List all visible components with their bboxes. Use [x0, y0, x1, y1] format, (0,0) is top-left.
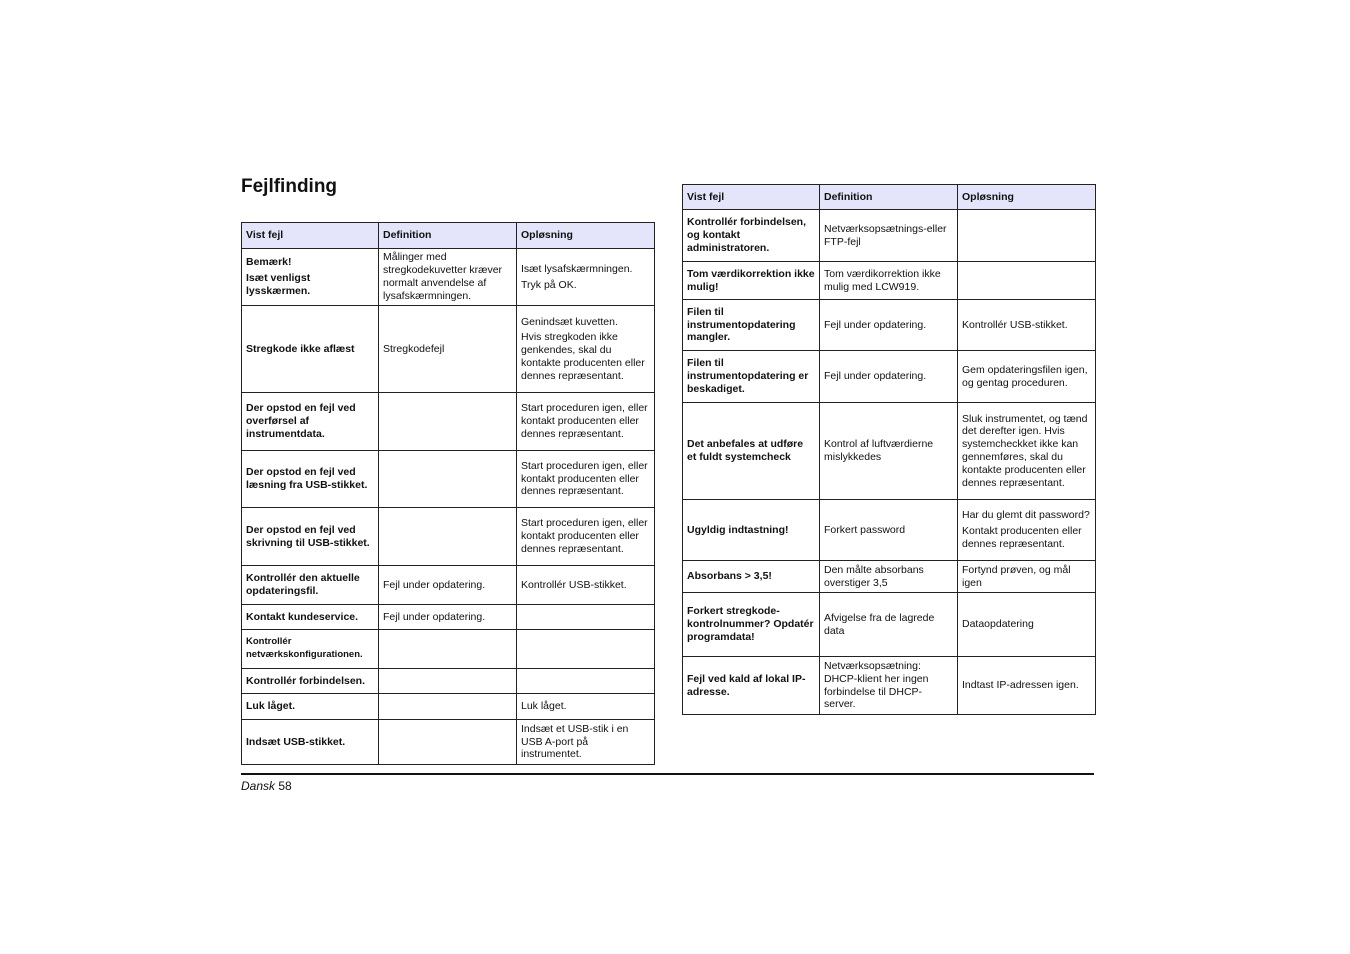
solution-cell — [958, 593, 1096, 657]
cell-text: Fejl under opdatering. — [383, 610, 486, 623]
cell-text: Stregkodefejl — [383, 342, 445, 355]
table-row — [683, 300, 1096, 351]
cell-text: Bemærk! — [246, 256, 292, 269]
definition-cell — [379, 605, 517, 630]
cell-text: Tom værdikorrektion ikke mulig med LCW919. — [824, 267, 941, 293]
error-cell — [683, 403, 820, 500]
error-cell — [683, 657, 820, 715]
column-header-definition: Definition — [379, 223, 517, 249]
table-row — [242, 630, 655, 669]
definition-cell — [379, 694, 517, 720]
error-cell — [683, 300, 820, 351]
troubleshooting-table-right — [682, 184, 1096, 715]
cell-text: Tom værdikorrektion ikke mulig! — [687, 267, 815, 293]
cell-text: Indtast IP-adressen igen. — [962, 679, 1079, 692]
error-cell — [683, 500, 820, 561]
cell-text: Kontakt producenten eller dennes repræsentant. — [962, 525, 1082, 550]
cell-text: Målinger med stregkodekuvetter kræver normalt anvendelse af lysafskærmningen. — [383, 251, 503, 302]
table-row — [242, 306, 655, 393]
cell-text: Start proceduren igen, eller kontakt producenten eller dennes repræsentant. — [521, 402, 648, 440]
error-cell — [242, 451, 379, 508]
cell-text: Start proceduren igen, eller kontakt producenten eller dennes repræsentant. — [521, 459, 648, 498]
cell-text: Netværksopsætnings-eller FTP-fejl — [824, 222, 947, 248]
table-row — [242, 249, 655, 306]
table-row — [242, 720, 655, 765]
error-cell — [242, 508, 379, 566]
column-header-error: Vist fejl — [242, 223, 379, 249]
cell-text: Gem opdateringsfilen igen, og gentag proceduren. — [962, 363, 1088, 389]
solution-cell — [517, 451, 655, 508]
solution-cell — [958, 500, 1096, 561]
cell-text: Fejl under opdatering. — [383, 578, 486, 591]
cell-text: Indsæt USB-stikket. — [246, 735, 346, 748]
column-header-solution: Opløsning — [958, 185, 1096, 210]
cell-text: Hvis stregkoden ikke genkendes, skal du kontakte producenten eller dennes repræsentant. — [521, 331, 645, 382]
definition-cell — [379, 669, 517, 694]
page-footer — [241, 779, 292, 793]
table-row — [683, 561, 1096, 593]
cell-text: Forkert stregkode-kontrolnummer? Opdatér programdata! — [687, 605, 814, 643]
cell-text: Fejl under opdatering. — [824, 370, 927, 383]
error-cell — [683, 593, 820, 657]
definition-cell — [379, 451, 517, 508]
error-cell — [683, 561, 820, 593]
cell-text: Kontrollér den aktuelle opdateringsfil. — [246, 572, 360, 597]
cell-text: Netværksopsætning: DHCP-klient her ingen forbindelse til DHCP-server. — [824, 659, 929, 711]
solution-cell — [958, 262, 1096, 300]
cell-text: Luk låget. — [521, 700, 567, 713]
cell-text: Isæt venligst lysskærmen. — [246, 272, 311, 297]
definition-cell — [820, 262, 958, 300]
column-header-solution: Opløsning — [517, 223, 655, 249]
cell-text: Absorbans > 3,5! — [687, 570, 772, 583]
solution-cell — [958, 561, 1096, 593]
table-row — [683, 657, 1096, 715]
table-row — [683, 500, 1096, 561]
column-header-definition: Definition — [820, 185, 958, 210]
cell-text: Det anbefales at udføre et fuldt systemcheck — [687, 438, 804, 463]
cell-text: Kontrollér forbindelsen, og kontakt administratoren. — [687, 216, 807, 254]
error-cell — [683, 351, 820, 403]
table-row — [242, 393, 655, 451]
solution-cell — [517, 566, 655, 605]
definition-cell — [820, 300, 958, 351]
error-cell — [683, 262, 820, 300]
table-row — [242, 451, 655, 508]
cell-text: Kontrollér forbindelsen. — [246, 674, 366, 687]
definition-cell — [820, 657, 958, 715]
error-cell — [242, 393, 379, 451]
definition-cell — [820, 210, 958, 262]
solution-cell — [517, 669, 655, 694]
definition-cell — [379, 508, 517, 566]
error-cell — [242, 720, 379, 765]
table-row — [683, 403, 1096, 500]
footer-page-number: 58 — [278, 779, 292, 793]
solution-cell — [517, 630, 655, 669]
solution-cell — [517, 605, 655, 630]
error-cell — [683, 210, 820, 262]
definition-cell — [820, 351, 958, 403]
cell-text: Forkert password — [824, 523, 906, 536]
footer-language: Dansk — [241, 779, 276, 793]
cell-text: Fejl ved kald af lokal IP-adresse. — [687, 672, 806, 698]
definition-cell — [379, 630, 517, 669]
solution-cell — [517, 694, 655, 720]
solution-cell — [958, 300, 1096, 351]
table-row — [242, 566, 655, 605]
cell-text: Kontrol af luftværdierne mislykkedes — [824, 438, 934, 463]
error-cell — [242, 566, 379, 605]
error-cell — [242, 694, 379, 720]
definition-cell — [379, 566, 517, 605]
troubleshooting-table-left — [241, 222, 655, 765]
definition-cell — [820, 500, 958, 561]
cell-text: Tryk på OK. — [521, 278, 577, 291]
footer-rule — [241, 773, 1094, 775]
solution-cell — [958, 210, 1096, 262]
cell-text: Der opstod en fejl ved læsning fra USB-stikket. — [246, 466, 368, 491]
solution-cell — [958, 403, 1096, 500]
cell-text: Genindsæt kuvetten. — [521, 315, 618, 328]
definition-cell — [820, 403, 958, 500]
cell-text: Filen til instrumentopdatering er beskadiget. — [687, 357, 809, 395]
definition-cell — [820, 593, 958, 657]
table-row — [683, 210, 1096, 262]
cell-text: Der opstod en fejl ved overførsel af instrumentdata. — [246, 402, 356, 440]
definition-cell — [379, 249, 517, 306]
solution-cell — [517, 720, 655, 765]
table-row — [242, 508, 655, 566]
table-row — [683, 262, 1096, 300]
cell-text: Dataopdatering — [962, 618, 1034, 631]
cell-text: Start proceduren igen, eller kontakt producenten eller dennes repræsentant. — [521, 517, 648, 555]
cell-text: Indsæt et USB-stik i en USB A-port på instrumentet. — [521, 722, 629, 761]
cell-text: Fortynd prøven, og mål igen — [962, 563, 1071, 589]
table-row — [242, 605, 655, 630]
cell-text: Fejl under opdatering. — [824, 318, 927, 331]
solution-cell — [517, 393, 655, 451]
error-cell — [242, 669, 379, 694]
cell-text: Ugyldig indtastning! — [687, 523, 789, 536]
cell-text: Har du glemt dit password? — [962, 509, 1090, 522]
table-header-row — [683, 185, 1096, 210]
cell-text: Luk låget. — [246, 700, 296, 713]
page-title: Fejlfinding — [241, 176, 338, 197]
table-row — [683, 593, 1096, 657]
cell-text: Sluk instrumentet, og tænd det derefter igen. Hvis systemcheckket ikke kan gennemføres, skal du kontakte producenten eller dennes repræsentant. — [962, 412, 1088, 489]
table-header-row — [242, 223, 655, 249]
error-cell — [242, 249, 379, 306]
error-cell — [242, 630, 379, 669]
solution-cell — [958, 657, 1096, 715]
cell-text: Isæt lysafskærmningen. — [521, 262, 633, 275]
solution-cell — [517, 508, 655, 566]
error-cell — [242, 605, 379, 630]
definition-cell — [820, 561, 958, 593]
table-row — [683, 351, 1096, 403]
table-row — [242, 694, 655, 720]
error-cell — [242, 306, 379, 393]
cell-text: Kontrollér USB-stikket. — [521, 578, 627, 591]
table-row — [242, 669, 655, 694]
cell-text: Stregkode ikke aflæst — [246, 342, 355, 355]
cell-text: Kontrollér USB-stikket. — [962, 318, 1068, 331]
cell-text: Filen til instrumentopdatering mangler. — [687, 305, 796, 344]
cell-text: Den målte absorbans overstiger 3,5 — [824, 563, 924, 589]
cell-text: Afvigelse fra de lagrede data — [824, 611, 935, 637]
solution-cell — [517, 249, 655, 306]
cell-text: Der opstod en fejl ved skrivning til USB-stikket. — [246, 523, 370, 549]
definition-cell — [379, 306, 517, 393]
solution-cell — [958, 351, 1096, 403]
cell-text: Kontakt kundeservice. — [246, 610, 359, 623]
column-header-error: Vist fejl — [683, 185, 820, 210]
solution-cell — [517, 306, 655, 393]
cell-text: Kontrollér netværkskonfigurationen. — [246, 636, 363, 660]
definition-cell — [379, 393, 517, 451]
definition-cell — [379, 720, 517, 765]
